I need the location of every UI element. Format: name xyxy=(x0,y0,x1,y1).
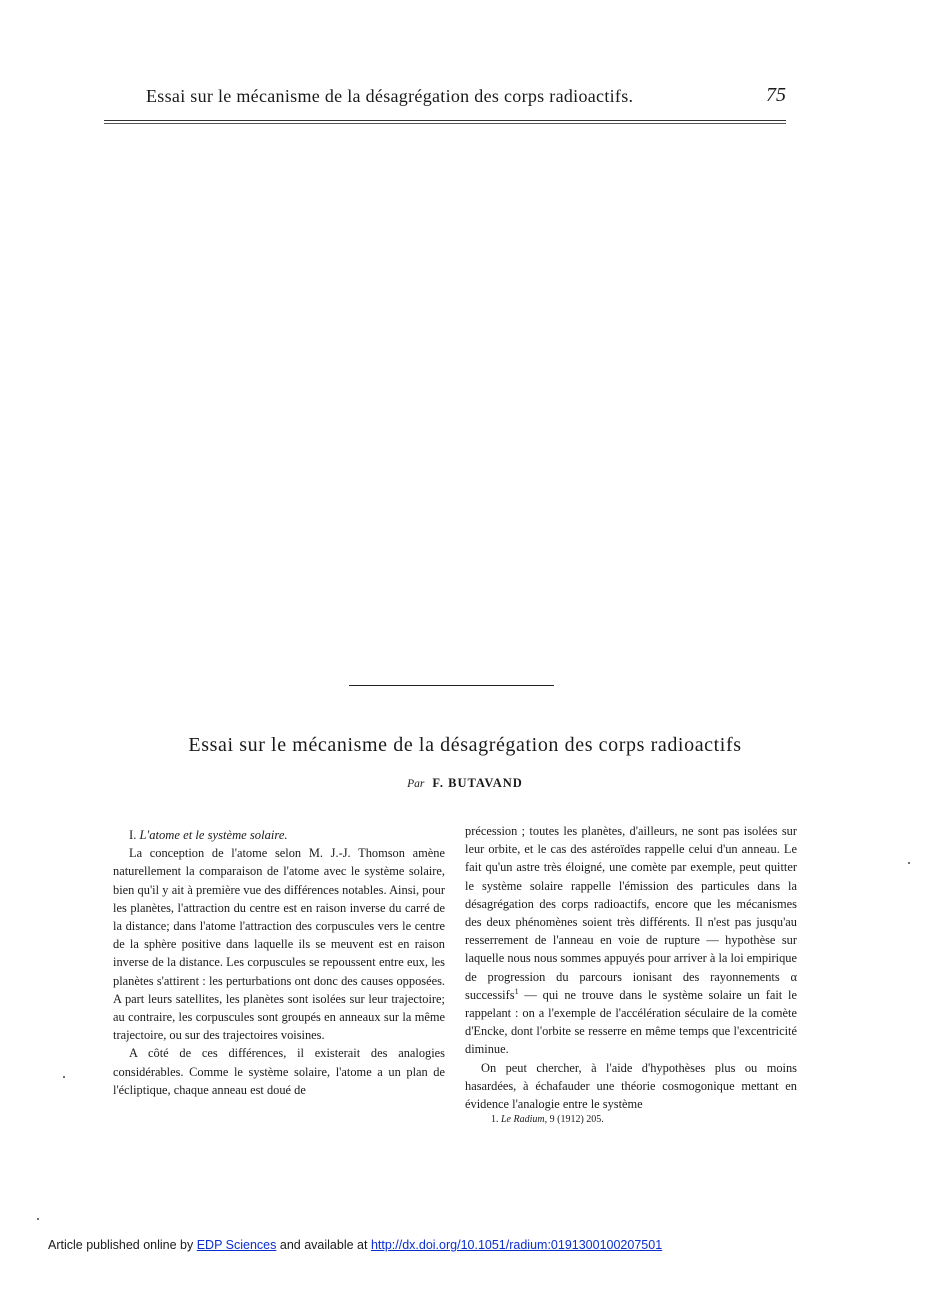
publication-footer xyxy=(48,1238,662,1252)
scan-speck xyxy=(63,1076,65,1078)
running-title: Essai sur le mécanisme de la désagrégation des corps radioactifs. xyxy=(146,86,634,106)
paragraph-text: — qui ne trouve dans le système solaire un fait le rappelant : on a l'exemple de l'accélération séculaire de la comète d'Encke, dont l'orbite se resserre en même temps que l'excentricité diminue. xyxy=(465,987,797,1057)
footer-prefix: Article published online by xyxy=(48,1238,194,1252)
page-number: 75 xyxy=(766,84,786,106)
author-name: F. BUTAVAND xyxy=(432,776,523,790)
footer-middle: and available at xyxy=(279,1238,368,1252)
scan-speck xyxy=(37,1218,39,1220)
left-column xyxy=(113,826,445,1099)
doi-link[interactable]: http://dx.doi.org/10.1051/radium:0191300100207501 xyxy=(370,1238,663,1252)
paragraph: On peut chercher, à l'aide d'hypothèses plus ou moins hasardées, à échafauder une théorie cosmogonique mettant en évidence l'analogie entre le système xyxy=(465,1060,797,1112)
author-line xyxy=(0,776,930,791)
running-head xyxy=(0,86,930,112)
footnote-number: 1. xyxy=(491,1114,499,1126)
section-title: L'atome et le système solaire. xyxy=(139,828,288,842)
section-number: I. xyxy=(129,828,137,842)
paragraph: A côté de ces différences, il existerait des analogies considérables. Comme le système solaire, l'atome a un plan de l'écliptique, chaque anneau est doué de xyxy=(113,1046,445,1097)
article-title: Essai sur le mécanisme de la désagrégation des corps radioactifs xyxy=(188,734,742,756)
author-prefix: Par xyxy=(407,778,425,790)
header-rule xyxy=(104,120,786,121)
right-column xyxy=(465,822,797,1127)
footnote xyxy=(465,1113,797,1127)
article-separator-rule xyxy=(349,685,554,686)
paragraph-text: précession ; toutes les planètes, d'ailleurs, ne sont pas isolées sur leur orbite, et le cas des astéroïdes rappelle celui d'un anneau. Le fait qu'un astre très éloigné, une comète par exemple, peut quitter le système solaire rappelle l'émission des particules dans la désagrégation des corps radioactifs, encore que les mécanismes des deux phénomènes soient très différents. Il n'est pas jusqu'au resserrement de l'anneau en voie de rupture — hypothèse sur laquelle nous nous sommes appuyés pour arriver à la loi empirique de progression du parcours ionisant des rayonnements α successifs xyxy=(465,824,797,1002)
scan-speck xyxy=(908,862,910,864)
paragraph: La conception de l'atome selon M. J.-J. Thomson amène naturellement la comparaison de l'atome avec le système solaire, bien qu'il y ait à première vue des différences notables. Ainsi, pour les planètes, l'attraction du centre est en raison inverse du carré de la distance; dans l'atome l'attraction des corpuscules vers le centre de la sphère positive dans laquelle ils se meuvent est en raison inverse de la distance. Les corpuscules se repoussent entre eux, les planètes s'attirent : les perturbations ont donc des causes opposées. A part leurs satellites, les planètes sont isolées sur leur trajectoire; au contraire, les corpuscules sont groupés en anneaux sur la même trajectoire, ou sur des trajectoires voisines. xyxy=(113,846,445,1043)
footnote-marker: 1 xyxy=(514,986,519,996)
footnote-journal: Le Radium, xyxy=(501,1114,548,1126)
edp-sciences-link[interactable]: EDP Sciences xyxy=(196,1238,277,1252)
section-heading xyxy=(113,826,445,844)
footnote-ref: 9 (1912) 205. xyxy=(549,1114,604,1126)
header-rule-lower xyxy=(104,123,786,124)
paragraph xyxy=(465,822,797,1059)
